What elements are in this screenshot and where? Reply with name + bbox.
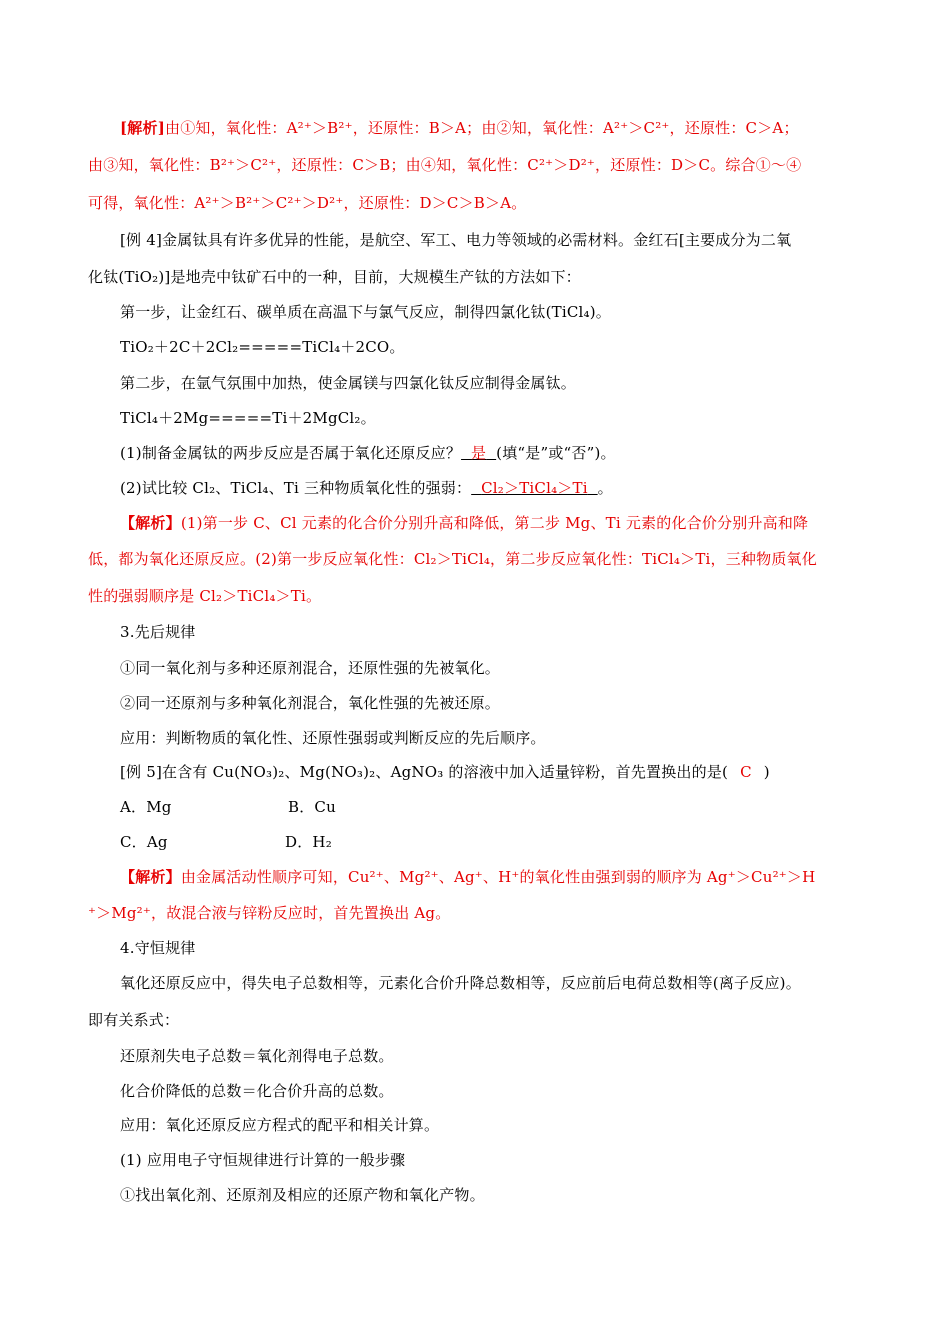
option-c: C．Ag — [120, 833, 168, 851]
analysis-tag: 【解析】 — [120, 514, 181, 532]
rule3-point1: ①同一氧化剂与多种还原剂混合，还原性强的先被氧化。 — [120, 659, 501, 677]
analysis-tag: [解析] — [120, 119, 165, 137]
example5-options-row1 — [120, 797, 900, 817]
example5-options-row2 — [120, 832, 900, 852]
rule3-point2: ②同一还原剂与多种氧化剂混合，氧化性强的先被还原。 — [120, 694, 501, 712]
analysis2-line3: 性的强弱顺序是 Cl₂＞TiCl₄＞Ti。 — [88, 587, 322, 605]
example4-equation2: TiCl₄＋2Mg=====Ti＋2MgCl₂。 — [120, 409, 376, 427]
question1-answer: 是 — [471, 444, 487, 462]
rule4-paragraph1-cont: 即有关系式： — [88, 1011, 180, 1029]
analysis-tag: 【解析】 — [120, 868, 181, 886]
rule4-relation1: 还原剂失电子总数＝氧化剂得电子总数。 — [120, 1047, 394, 1065]
analysis1-line2: 由③知，氧化性：B²⁺＞C²⁺，还原性：C＞B；由④知，氧化性：C²⁺＞D²⁺，还原性：D＞C。综合①～④ — [88, 156, 802, 174]
analysis1-line1: [解析]由①知，氧化性：A²⁺＞B²⁺，还原性：B＞A；由②知，氧化性：A²⁺＞C²⁺，还原性：C＞A； — [120, 119, 799, 137]
question2-answer: Cl₂＞TiCl₄＞Ti — [481, 479, 588, 497]
example5-stem: [例 5]在含有 Cu(NO₃)₂、Mg(NO₃)₂、AgNO₃ 的溶液中加入适量锌粉，首先置换出的是( C ) — [120, 763, 770, 781]
example4-step1: 第一步，让金红石、碳单质在高温下与氯气反应，制得四氯化钛(TiCl₄)。 — [120, 303, 611, 321]
analysis3-line2: ⁺＞Mg²⁺，故混合液与锌粉反应时，首先置换出 Ag。 — [88, 904, 451, 922]
example4-question2: (2)试比较 Cl₂、TiCl₄、Ti 三种物质氧化性的强弱： Cl₂＞TiCl₄＞Ti 。 — [120, 479, 613, 497]
example4-question1: (1)制备金属钛的两步反应是否属于氧化还原反应？ 是 (填“是”或“否”)。 — [120, 444, 616, 462]
option-d: D．H₂ — [285, 833, 332, 851]
example4-step2: 第二步，在氩气氛围中加热，使金属镁与四氯化钛反应制得金属钛。 — [120, 374, 577, 392]
option-b: B．Cu — [288, 798, 336, 816]
rule3-title: 3.先后规律 — [120, 623, 196, 641]
rule4-step1: ①找出氧化剂、还原剂及相应的还原产物和氧化产物。 — [120, 1186, 485, 1204]
rule3-application: 应用：判断物质的氧化性、还原性强弱或判断反应的先后顺序。 — [120, 729, 546, 747]
example4-line1: [例 4]金属钛具有许多优异的性能，是航空、军工、电力等领域的必需材料。金红石[主要成分为二氧 — [120, 231, 792, 249]
rule4-application: 应用：氧化还原反应方程式的配平和相关计算。 — [120, 1116, 440, 1134]
analysis1-line3: 可得，氧化性：A²⁺＞B²⁺＞C²⁺＞D²⁺，还原性：D＞C＞B＞A。 — [88, 194, 527, 212]
rule4-steps-heading: (1) 应用电子守恒规律进行计算的一般步骤 — [120, 1151, 406, 1169]
example5-answer: C — [740, 763, 752, 781]
rule4-title: 4.守恒规律 — [120, 939, 196, 957]
analysis3-line1: 【解析】由金属活动性顺序可知，Cu²⁺、Mg²⁺、Ag⁺、H⁺的氧化性由强到弱的顺序为 Ag⁺＞Cu²⁺＞H — [120, 868, 816, 886]
rule4-relation2: 化合价降低的总数＝化合价升高的总数。 — [120, 1082, 394, 1100]
rule4-paragraph1: 氧化还原反应中，得失电子总数相等，元素化合价升降总数相等，反应前后电荷总数相等(离子反应)。 — [120, 974, 801, 992]
option-a: A．Mg — [120, 798, 172, 816]
analysis2-line2: 低，都为氧化还原反应。(2)第一步反应氧化性：Cl₂＞TiCl₄，第二步反应氧化性：TiCl₄＞Ti，三种物质氧化 — [88, 550, 817, 568]
example4-equation1: TiO₂＋2C＋2Cl₂=====TiCl₄＋2CO。 — [120, 338, 405, 356]
analysis2-line1: 【解析】(1)第一步 C、Cl 元素的化合价分别升高和降低，第二步 Mg、Ti 元素的化合价分别升高和降 — [120, 514, 809, 532]
example4-line2: 化钛(TiO₂)]是地壳中钛矿石中的一种，目前，大规模生产钛的方法如下： — [88, 268, 581, 286]
